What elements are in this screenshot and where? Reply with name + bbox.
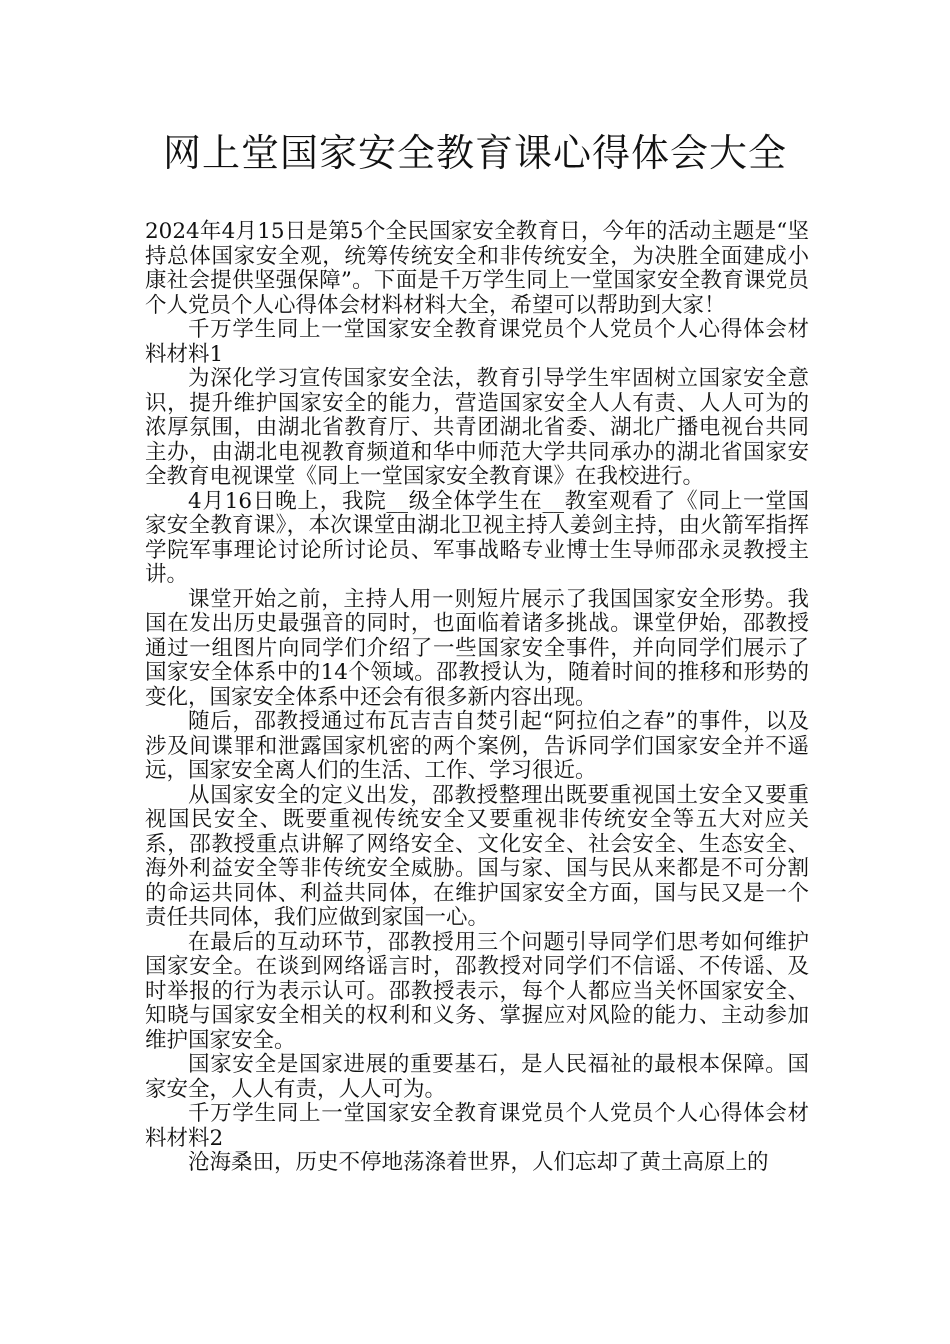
paragraph-intro: 2024年4月15日是第5个全民国家安全教育日，今年的活动主题是“坚持总体国家安全观，统筹传统安全和非传统安全，为决胜全面建成小康社会提供坚强保障”。下面是千万学生同上一堂国家安全教育课党员个人党员个人心得体会材料材料大全，希望可以帮助到大家！ [145, 219, 809, 318]
paragraph: 从国家安全的定义出发，邵教授整理出既要重视国土安全又要重视国民安全、既要重视传统安全又要重视非传统安全等五大对应关系，邵教授重点讲解了网络安全、文化安全、社会安全、生态安全、海外利益安全等非传统安全威胁。国与家、国与民从来都是不可分割的命运共同体、利益共同体，在维护国家安全方面，国与民又是一个责任共同体，我们应做到家国一心。 [145, 782, 809, 930]
paragraph: 沧海桑田，历史不停地荡涤着世界，人们忘却了黄土高原上的 [188, 1150, 769, 1175]
paragraph: 课堂开始之前，主持人用一则短片展示了我国国家安全形势。我国在发出历史最强音的同时，也面临着诸多挑战。课堂伊始，邵教授通过一组图片向同学们介绍了一些国家安全事件，并向同学们展示了国家安全体系中的14个领域。邵教授认为，随着时间的推移和形势的变化，国家安全体系中还会有很多新内容出现。 [145, 586, 809, 710]
document-body [145, 220, 809, 1176]
paragraph: 4月16日晚上，我院__级全体学生在__教室观看了《同上一堂国家安全教育课》，本次课堂由湖北卫视主持人姜剑主持，由火箭军指挥学院军事理论讨论所讨论员、军事战略专业博士生导师邵永灵教授主讲。 [145, 488, 809, 587]
paragraph: 随后，邵教授通过布瓦吉吉自焚引起“阿拉伯之春”的事件，以及涉及间谍罪和泄露国家机密的两个案例，告诉同学们国家安全并不遥远，国家安全离人们的生活、工作、学习很近。 [145, 709, 809, 783]
paragraph-section-heading-1: 千万学生同上一堂国家安全教育课党员个人党员个人心得体会材料材料1 [145, 317, 809, 367]
paragraph: 在最后的互动环节，邵教授用三个问题引导同学们思考如何维护国家安全。在谈到网络谣言时，邵教授对同学们不信谣、不传谣、及时举报的行为表示认可。邵教授表示，每个人都应当关怀国家安全、知晓与国家安全相关的权利和义务、掌握应对风险的能力、主动参加维护国家安全。 [145, 929, 809, 1053]
document-title: 网上堂国家安全教育课心得体会大全 [162, 131, 787, 175]
paragraph-section-heading-2: 千万学生同上一堂国家安全教育课党员个人党员个人心得体会材料材料2 [145, 1101, 809, 1151]
paragraph: 国家安全是国家进展的重要基石，是人民福祉的最根本保障。国家安全，人人有责，人人可为。 [145, 1052, 809, 1102]
paragraph: 为深化学习宣传国家安全法，教育引导学生牢固树立国家安全意识，提升维护国家安全的能力，营造国家安全人人有责、人人可为的浓厚氛围，由湖北省教育厅、共青团湖北省委、湖北广播电视台共同主办，由湖北电视教育频道和华中师范大学共同承办的湖北省国家安全教育电视课堂《同上一堂国家安全教育课》在我校进行。 [145, 366, 809, 489]
